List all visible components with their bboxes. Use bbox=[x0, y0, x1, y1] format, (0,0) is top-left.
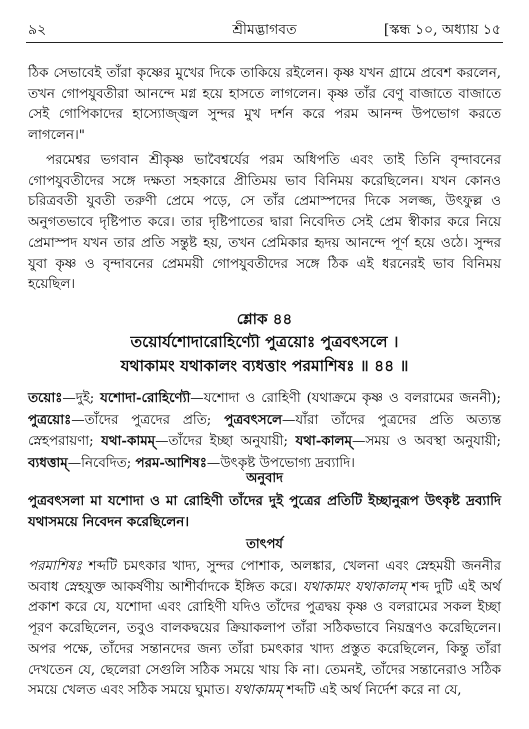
translation-text: পুত্রবৎসলা মা যশোদা ও মা রোহিণী তাঁদের দুই পুত্রের প্রতিটি ইচ্ছানুরূপ উৎকৃষ্ট দ্রব্যাদি যথাসময়ে নিবেদন করেছিলেন। bbox=[28, 493, 501, 530]
verse-number: শ্লোক ৪৪ bbox=[236, 310, 293, 328]
synonym-meaning: —তাঁদের ইচ্ছা অনুযায়ী; bbox=[155, 434, 296, 450]
purport-segment: শব্দটি এই অর্থ নির্দেশ করে না যে, bbox=[282, 683, 462, 699]
synonym-meaning: —উৎকৃষ্ট উপভোগ্য দ্রব্যাদি। bbox=[206, 456, 355, 472]
synonym-meaning: —যাঁরা তাঁদের পুত্রদের প্রতি অত্যন্ত স্নেহপরায়ণা; bbox=[28, 412, 501, 450]
synonym-term: ব্যধত্তাম্ bbox=[28, 455, 68, 472]
synonym-meaning: —দুই; bbox=[62, 391, 101, 406]
synonym-meaning: —নিবেদিত; bbox=[67, 456, 136, 472]
synonym-term: পরম-আশিষঃ bbox=[135, 455, 207, 472]
header-rule bbox=[26, 42, 503, 43]
synonym-term: পুত্রয়োঃ bbox=[28, 411, 72, 428]
book-title: শ্রীমদ্ভাগবত bbox=[232, 22, 297, 38]
synonyms-block bbox=[28, 388, 501, 475]
paragraph-commentary: পরমেশ্বর ভগবান শ্রীকৃষ্ণ ভাবৈশ্বর্যের পরম অধিপতি এবং তাই তিনি বৃন্দাবনের গোপযুবতীদের সঙ্গে দক্ষতা সহকারে প্রীতিময় ভাব বিনিময় করেছিলেন। যখন কোনও চরিত্রবতী যুবতী তরুণী প্রেমে পড়ে, সে তাঁর প্রেমাস্পদের দিকে সলজ্জ, উৎফুল্ল ও অনুগতভাবে দৃষ্টিপাত করে। তার দৃষ্টিপাতের দ্বারা নিবেদিত সেই প্রেম স্বীকার করে নিয়ে প্রেমাস্পদ যখন তার প্রতি সন্তুষ্ট হয়, তখন প্রেমিকার হৃদয় আনন্দে পূর্ণ হয়ে ওঠে। সুন্দর যুবা কৃষ্ণ ও বৃন্দাবনের প্রেমময়ী গোপযুবতীদের সঙ্গে ঠিক এই ধরনেরই ভাব বিনিময় হয়েছিল। bbox=[28, 153, 501, 293]
purport-heading: তাৎপর্য bbox=[246, 537, 283, 552]
synonym-term: যশোদা-রোহিণ্যৌ bbox=[100, 390, 191, 406]
paragraph-continuation: ঠিক সেভাবেই তাঁরা কৃষ্ণের মুখের দিকে তাকিয়ে রইলেন। কৃষ্ণ যখন গ্রামে প্রবেশ করলেন, তখন গোপযুবতীরা আনন্দে মগ্ন হয়ে হাসতে লাগলেন। কৃষ্ণ তাঁর বেণু বাজাতে বাজাতে সেই গোপিকাদের হাস্যোজ্জ্বল সুন্দর মুখ দর্শন করে পরম আনন্দ উপভোগ করতে লাগলেন।" bbox=[28, 66, 501, 144]
synonym-meaning: —তাঁদের পুত্রদের প্রতি; bbox=[71, 412, 225, 428]
page-number: ৯২ bbox=[28, 22, 47, 38]
synonym-term: যথা-কামম্ bbox=[101, 433, 156, 450]
synonym-term: পুত্রবৎসলে bbox=[224, 411, 282, 428]
purport-term: যথাকামম্ bbox=[233, 683, 283, 699]
verse-line-2: যথাকামং যথাকালং ব্যধত্তাং পরমাশিষঃ ॥ ৪৪ ॥ bbox=[120, 356, 409, 375]
purport-text bbox=[28, 557, 501, 702]
purport-term: যথাকামং যথাকালম্ bbox=[302, 579, 406, 595]
synonym-term: যথা-কালম্ bbox=[295, 433, 352, 450]
synonym-term: তয়োঃ bbox=[28, 390, 63, 406]
purport-term: পরমাশিষঃ bbox=[28, 559, 83, 574]
purport-segment: শব্দটি চমৎকার খাদ্য, সুন্দর পোশাক, অলঙ্কার, খেলনা এবং স্নেহময়ী জননীর অবাধ স্নেহযুক্ত আকর্ষণীয় আশীর্বাদকে ইঙ্গিত করে। bbox=[28, 559, 501, 595]
purport-segment: শব্দ দুটি এই অর্থ প্রকাশ করে যে, যশোদা এবং রোহিণী যদিও তাঁদের পুত্রদ্বয় কৃষ্ণ ও বলরামের সকল ইচ্ছা পূরণ করেছিলেন, তবুও বালকদ্বয়ের ক্রিয়াকলাপ তাঁরা সঠিকভাবে নিয়ন্ত্রণও করেছিলেন। অপর পক্ষে, তাঁদের সন্তানদের জন্য তাঁরা চমৎকার খাদ্য প্রস্তুত করেছিলেন, কিন্তু তাঁরা দেখতেন যে, ছেলেরা সেগুলি সঠিক সময়ে খায় কি না। তেমনই, তাঁদের সন্তানেরাও সঠিক সময়ে খেলত এবং সঠিক সময়ে ঘুমাত। bbox=[28, 579, 501, 699]
synonym-meaning: —সময় ও অবস্থা অনুযায়ী; bbox=[351, 434, 501, 450]
verse-line-1: তয়োর্যশোদারোহিণ্যৌ পুত্রয়োঃ পুত্রবৎসলে । bbox=[130, 332, 399, 351]
translation-heading: অনুবাদ bbox=[246, 471, 283, 486]
synonym-meaning: —যশোদা ও রোহিণী (যথাক্রমে কৃষ্ণ ও বলরামের জননী); bbox=[190, 391, 501, 406]
page-header bbox=[28, 18, 501, 42]
section-label: [স্কন্ধ ১০, অধ্যায় ১৫ bbox=[383, 22, 501, 38]
